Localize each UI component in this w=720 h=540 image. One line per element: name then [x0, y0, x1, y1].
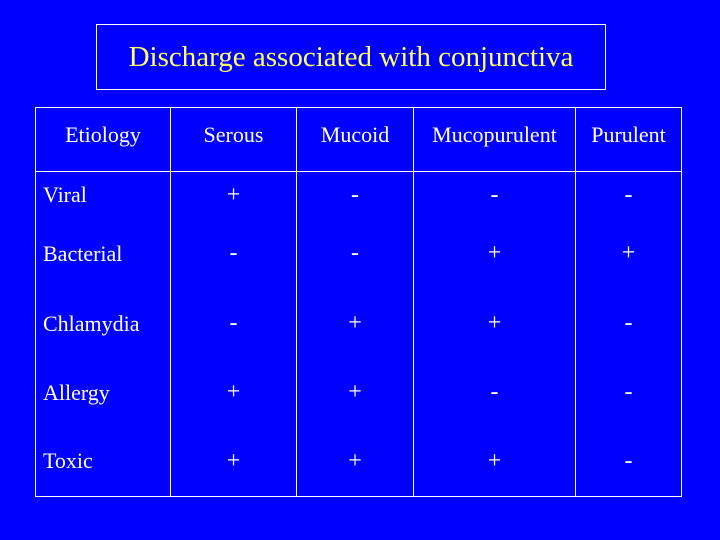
table-row — [36, 359, 682, 427]
row-label: Bacterial — [36, 219, 171, 289]
table-cell: + — [414, 427, 576, 497]
header-row — [36, 108, 682, 172]
table-row — [36, 427, 682, 497]
table-cell: - — [171, 219, 297, 289]
header-purulent: Purulent — [576, 108, 682, 172]
page-title: Discharge associated with conjunctiva — [128, 40, 574, 73]
row-label: Allergy — [36, 359, 171, 427]
table-cell: - — [297, 172, 414, 219]
table-cell: + — [171, 172, 297, 219]
header-mucoid: Mucoid — [297, 108, 414, 172]
header-serous: Serous — [171, 108, 297, 172]
table-cell: - — [414, 172, 576, 219]
title-box — [96, 24, 606, 90]
table-row — [36, 289, 682, 359]
discharge-table — [35, 107, 682, 497]
table-cell: + — [297, 359, 414, 427]
row-label: Viral — [36, 172, 171, 219]
table-cell: + — [171, 427, 297, 497]
table-cell: + — [576, 219, 682, 289]
row-label: Chlamydia — [36, 289, 171, 359]
table-cell: - — [171, 289, 297, 359]
table-cell: - — [576, 289, 682, 359]
table-cell: - — [576, 427, 682, 497]
table-cell: + — [414, 289, 576, 359]
header-etiology: Etiology — [36, 108, 171, 172]
row-label: Toxic — [36, 427, 171, 497]
table-row — [36, 172, 682, 219]
table-cell: + — [171, 359, 297, 427]
table-cell: - — [297, 219, 414, 289]
table-cell: + — [297, 289, 414, 359]
table-cell: - — [576, 172, 682, 219]
header-mucopurulent: Mucopurulent — [414, 108, 576, 172]
table-cell: - — [576, 359, 682, 427]
table-cell: + — [297, 427, 414, 497]
table-cell: - — [414, 359, 576, 427]
table-cell: + — [414, 219, 576, 289]
table-row — [36, 219, 682, 289]
